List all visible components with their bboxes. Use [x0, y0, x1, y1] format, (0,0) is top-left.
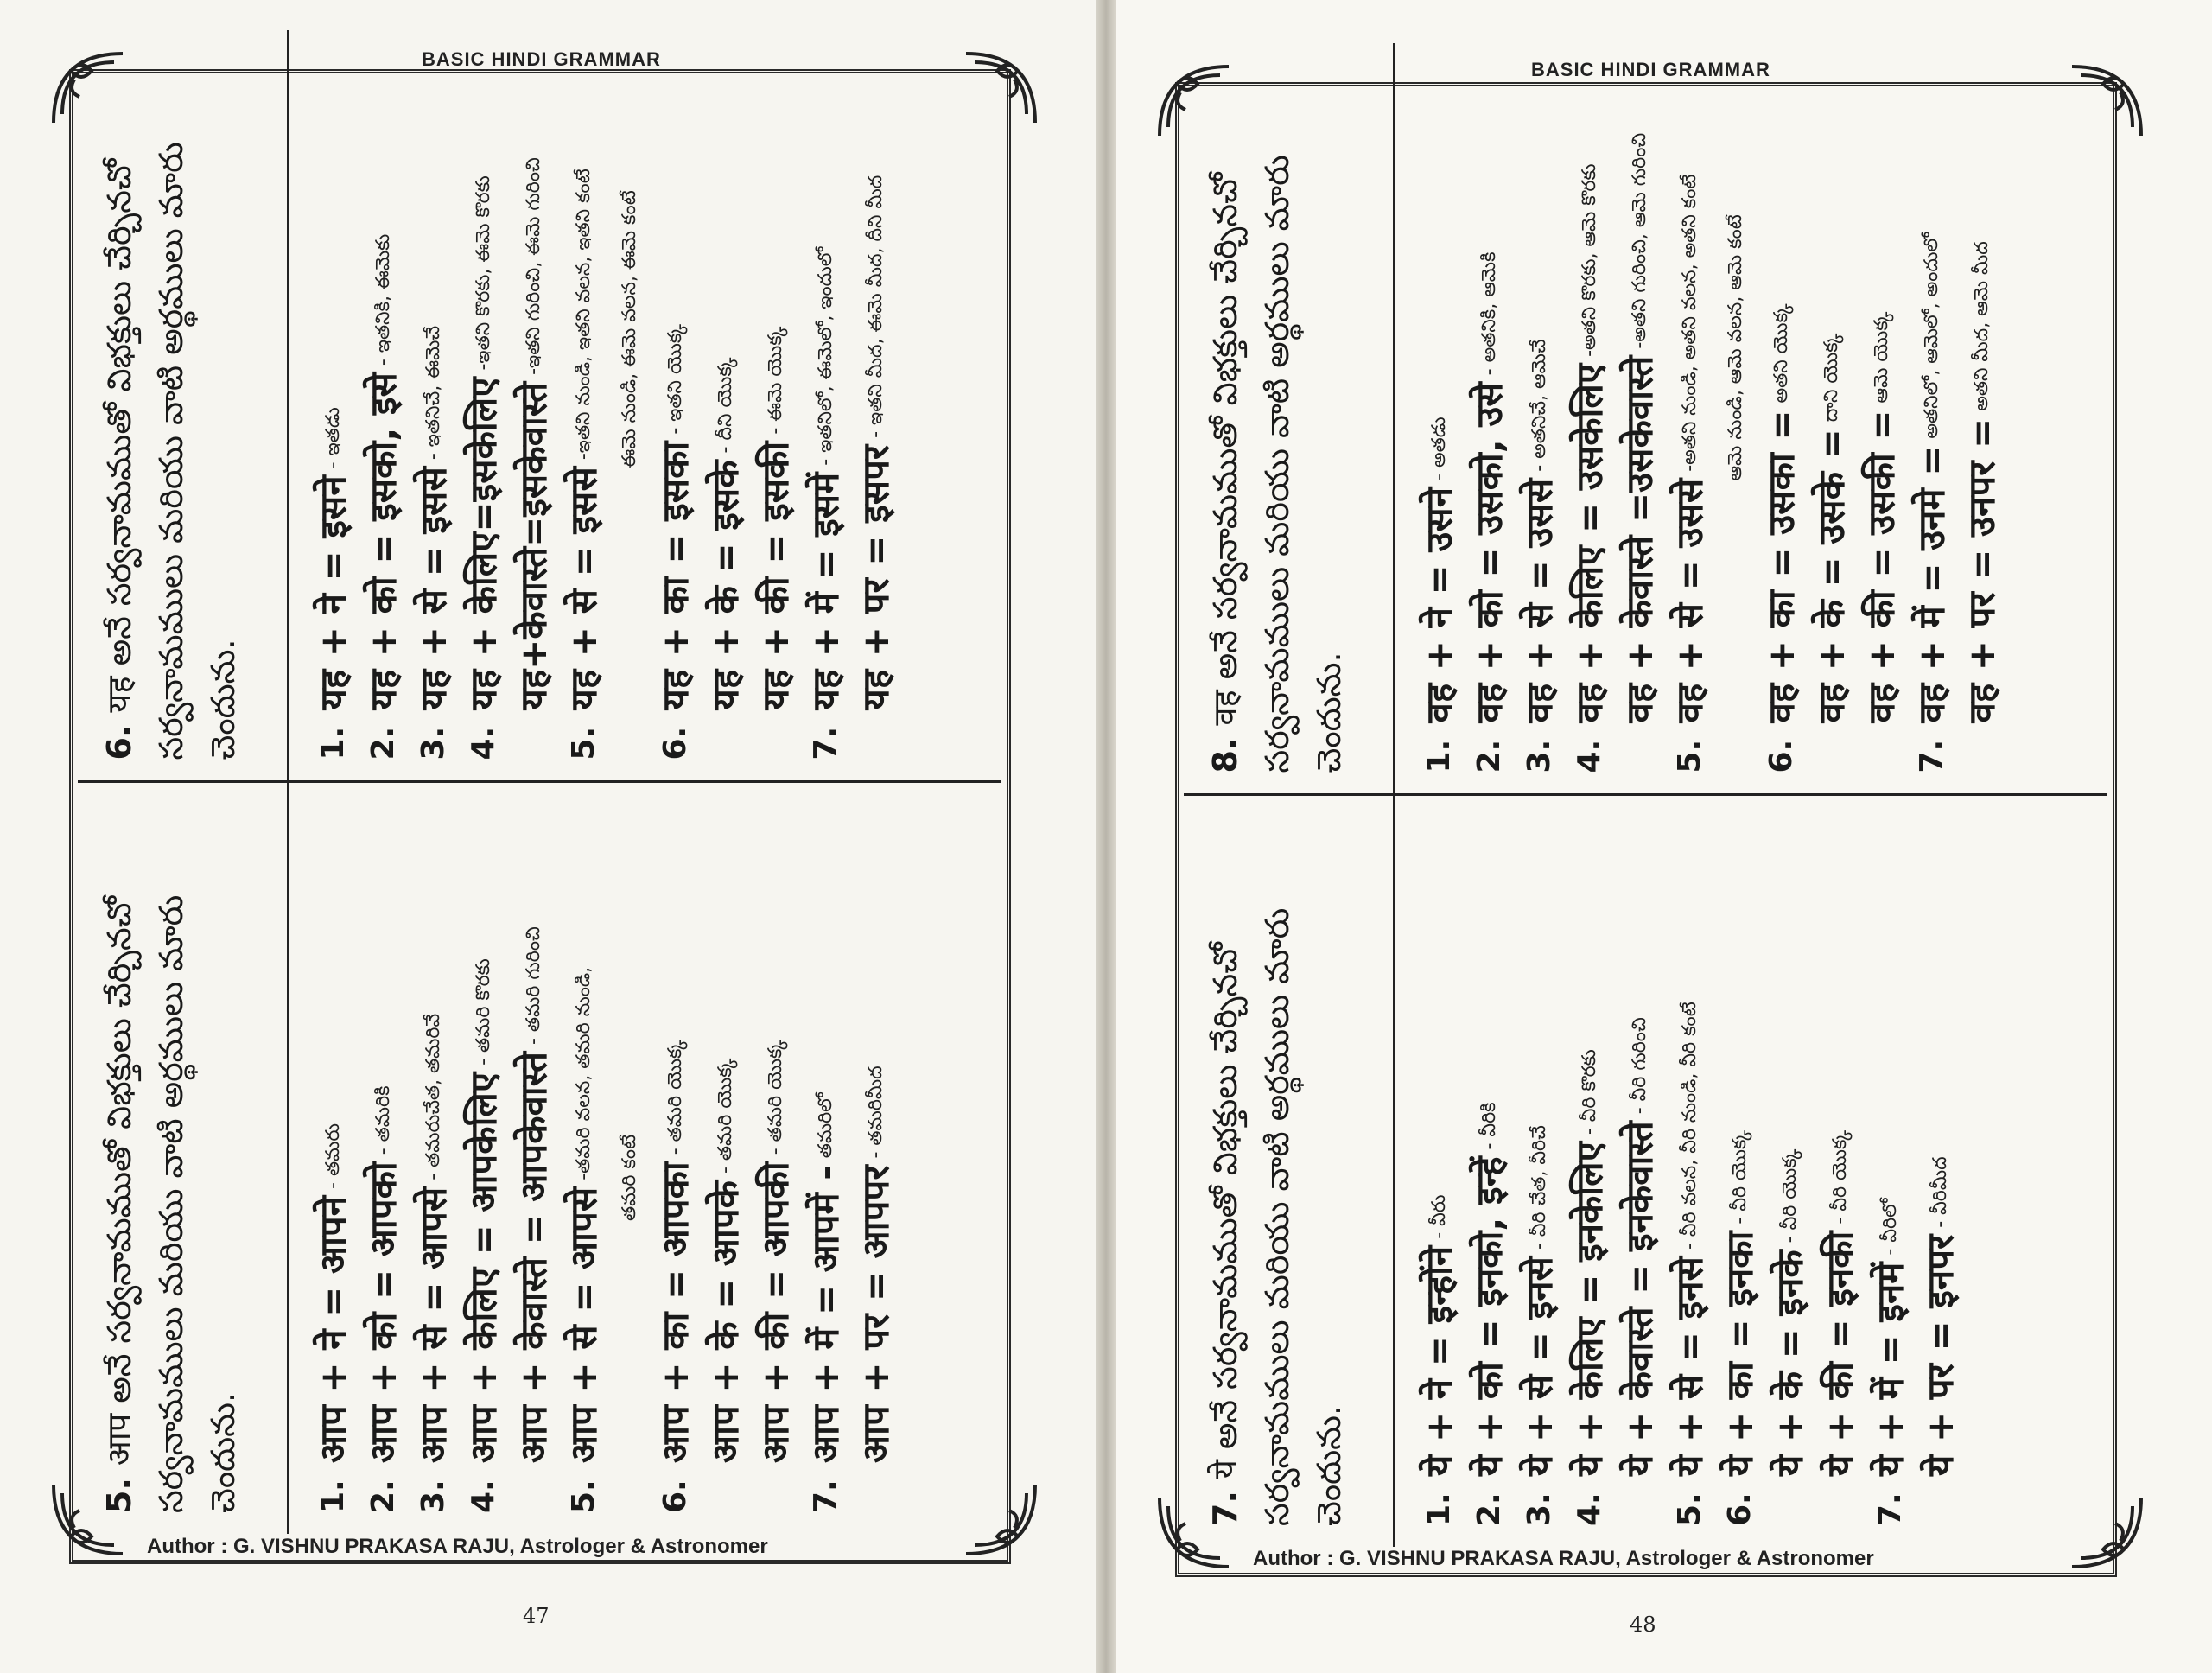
hindi-expression: ये + ने = इन्होंने: [1418, 1245, 1460, 1476]
table-row: [559, 51, 609, 760]
hindi-expression: वह + केवास्ते =उसकेवास्ते: [1618, 355, 1661, 723]
telugu-meaning: - తమరిమీద: [865, 1066, 887, 1159]
telugu-meaning: అతని యొక్క: [1770, 303, 1792, 404]
telugu-meaning: - వీరిలో: [1879, 1198, 1901, 1256]
hindi-expression: ये + के = इनके: [1769, 1250, 1811, 1476]
row-number: [1807, 723, 1857, 773]
rotated-table: [1184, 43, 2107, 1547]
telugu-meaning: ఆమె యొక్క: [1871, 311, 1892, 404]
book-gutter: [1096, 0, 1116, 1673]
telugu-meaning: - అతనికి, ఆమెకి: [1478, 251, 1500, 376]
hindi-expression: आप + में = आपमें -: [804, 1165, 847, 1463]
hindi-expression: ये + की = इनकी: [1819, 1231, 1861, 1476]
hindi-expression: यह + पर = इसपर: [855, 444, 897, 710]
row-number: 6.: [658, 1479, 693, 1513]
telugu-meaning: - అతనిచే, ఆమెచే: [1529, 339, 1550, 472]
telugu-meaning: - ఇతనికి, ఈమెకు: [372, 233, 394, 366]
table-row: [1715, 64, 1757, 773]
hindi-expression: यह + ने = इसने: [312, 475, 354, 710]
row-number: 6.: [1722, 1492, 1758, 1526]
hindi-expression: यह+केवास्ते=इसकेवास्ते: [512, 381, 555, 710]
table-row: [308, 51, 359, 760]
telugu-meaning: - అతడు: [1428, 417, 1450, 480]
author-footer: Author : G. VISHNU PRAKASA RAJU, Astrologer & Astronomer: [1253, 1547, 1874, 1570]
telugu-meaning: - వీరి వలన, వీరి నుండి, వీరి కంటే: [1679, 1002, 1700, 1250]
page-header: BASIC HINDI GRAMMAR: [422, 48, 661, 70]
telugu-meaning: -తమరి వలన, తమరి నుండి,: [573, 966, 594, 1180]
row-number: 4.: [1572, 1492, 1607, 1526]
hindi-expression: वह + का = उसका =: [1760, 410, 1802, 723]
table-row: [1414, 64, 1465, 773]
table-row: [801, 805, 851, 1514]
table-row: [609, 805, 651, 1514]
telugu-meaning: - వీరి యొక్క: [1729, 1129, 1751, 1225]
table-row: [409, 805, 459, 1514]
telugu-meaning: తమరి కంటే: [619, 1134, 640, 1221]
row-number: 5.: [566, 726, 601, 760]
table-row: [851, 51, 901, 760]
table-row: [1665, 817, 1715, 1527]
row-number: [751, 710, 801, 760]
telugu-meaning: - ఇతని యొక్క: [664, 324, 686, 435]
row-number: [1765, 1476, 1815, 1526]
table-row: [651, 51, 701, 760]
row-number: 3.: [1522, 1492, 1557, 1526]
row-number: 2.: [1471, 1492, 1507, 1526]
hindi-expression: यह + से = इससे: [563, 467, 605, 710]
row-number: 4.: [466, 726, 501, 760]
table-row: [1515, 817, 1565, 1527]
table-row: [1565, 817, 1615, 1527]
hindi-expression: आप + से = आपसे: [412, 1186, 454, 1463]
table-row: [701, 51, 751, 760]
telugu-meaning: అతని మీద, ఆమె మీద: [1971, 241, 1993, 411]
hindi-expression: वह + से = उससे: [1669, 478, 1711, 723]
table-row: [359, 805, 409, 1514]
telugu-meaning: - వీరి యొక్క: [1829, 1129, 1851, 1225]
telugu-meaning: - ఈమె యొక్క: [765, 326, 786, 435]
section-5-column: [78, 781, 1001, 1535]
telugu-meaning: - వీరి యొక్క: [1779, 1148, 1801, 1244]
row-number: 1.: [315, 1479, 351, 1513]
row-number: 2.: [1471, 739, 1507, 773]
table-row: [1916, 817, 1966, 1527]
telugu-meaning: - తమరి యొక్క: [715, 1058, 736, 1174]
telugu-meaning: - తమరుచేత, తమరివే: [423, 1013, 444, 1180]
row-number: [851, 710, 901, 760]
telugu-meaning: - వీరిమీద: [1929, 1156, 1951, 1228]
hindi-expression: आप + केलिए = आपकेलिए: [462, 1072, 505, 1463]
telugu-meaning: -ఇతని నుండి, ఇతని వలన, ఇతని కంటే: [573, 169, 594, 461]
section-number: 5.: [100, 1478, 138, 1513]
telugu-meaning: - తమరికి: [372, 1085, 394, 1155]
hindi-expression: आप + से = आपसे: [563, 1186, 605, 1463]
telugu-meaning: - ఇతనిచే, ఈమెచే: [423, 325, 444, 461]
row-number: 4.: [466, 1479, 501, 1513]
section-number: 7.: [1206, 1491, 1244, 1526]
hindi-expression: यह + केलिए=इसकेलिए: [462, 377, 505, 710]
rows: [289, 784, 901, 1535]
hindi-expression: यह + के = इसके: [704, 460, 747, 710]
hindi-expression: आप + की = आपकी: [754, 1161, 797, 1463]
row-number: 3.: [416, 726, 451, 760]
row-number: [851, 1463, 901, 1513]
table-row: [609, 51, 651, 760]
telugu-meaning: తమరిలో: [815, 1092, 836, 1159]
table-row: [1866, 817, 1916, 1527]
row-number: 5.: [1672, 739, 1707, 773]
hindi-expression: वह + से = उससे: [1518, 478, 1560, 723]
telugu-meaning: అతనిలో, ఆమెలో, అందులో: [1921, 232, 1942, 439]
hindi-expression: यह + से = इससे: [412, 467, 454, 710]
hindi-expression: यह + का = इसका: [654, 441, 696, 710]
section-number: 6.: [100, 724, 138, 760]
telugu-meaning: -అతని గురించి, ఆమె గురించి: [1629, 132, 1650, 349]
table-row: [1615, 817, 1665, 1527]
page-number: 48: [1630, 1613, 1656, 1637]
table-row: [459, 51, 509, 760]
row-number: [1815, 1476, 1866, 1526]
table-row: [1857, 64, 1907, 773]
table-row: [1757, 64, 1807, 773]
table-row: [1465, 64, 1515, 773]
telugu-meaning: -అతని కొరకు, ఆమె కొరకు: [1579, 163, 1600, 357]
telugu-meaning: - ఇతడు: [322, 407, 344, 469]
row-number: 2.: [365, 1479, 401, 1513]
hindi-expression: वह + के = उसके =: [1810, 429, 1853, 723]
hindi-expression: ये + पर = इनपर: [1919, 1234, 1961, 1476]
author-footer: Author : G. VISHNU PRAKASA RAJU, Astrologer & Astronomer: [147, 1535, 768, 1558]
hindi-expression: ये + से = इनसे: [1669, 1256, 1711, 1476]
telugu-meaning: - వీరి కొరకు: [1579, 1049, 1600, 1135]
rows: [1395, 797, 1966, 1548]
hindi-expression: आप + के = आपके: [704, 1180, 747, 1463]
section-heading-text: यह అనే సర్వనామముతో విభక్తులు చేర్చినచో సర్వనామములు మరియు వాటి అర్థములు మారు చెందును.: [100, 142, 242, 760]
section-heading: [1184, 43, 1395, 794]
row-number: [1916, 1476, 1966, 1526]
hindi-expression: वह + ने = उसने: [1418, 487, 1460, 723]
table-row: [509, 805, 559, 1514]
telugu-meaning: - తమరి యొక్క: [765, 1039, 786, 1155]
telugu-meaning: -ఇతని గురించి, ఈమె గురించి: [523, 157, 544, 375]
hindi-expression: आप + का = आपका: [654, 1161, 696, 1463]
table-row: [409, 51, 459, 760]
hindi-expression: आप + ने = आपने: [312, 1195, 354, 1463]
rotated-table: [78, 30, 1001, 1534]
telugu-meaning: - తమరి కొరకు: [473, 958, 494, 1066]
section-heading: [78, 784, 289, 1535]
hindi-expression: वह + में = उनमे =: [1910, 445, 1953, 723]
telugu-meaning: - దీని యొక్క: [715, 357, 736, 454]
row-number: 7.: [808, 726, 843, 760]
telugu-meaning: - వీరికి: [1478, 1102, 1500, 1150]
table-row: [851, 805, 901, 1514]
hindi-expression: यह + में = इसमें: [804, 472, 847, 710]
row-number: [509, 710, 559, 760]
table-row: [1815, 817, 1866, 1527]
row-number: 1.: [1421, 1492, 1457, 1526]
table-row: [1807, 64, 1857, 773]
table-row: [701, 805, 751, 1514]
telugu-meaning: - వీరి చేత, వీరిచే: [1529, 1125, 1550, 1250]
table-row: [1765, 817, 1815, 1527]
table-row: [459, 805, 509, 1514]
hindi-expression: ये + में = इनमें: [1869, 1262, 1911, 1476]
section-heading-text: ये అనే సర్వనామముతో విభక్తులు చేర్చినచో సర్వనామములు మరియు వాటి అర్థములు మారు చెందును.: [1206, 907, 1348, 1526]
row-number: 1.: [1421, 739, 1457, 773]
telugu-meaning: ఆమె నుండి, ఆమె వలన, ఆమె కంటే: [1725, 214, 1746, 481]
telugu-meaning: - తమరు: [322, 1123, 344, 1189]
table-row: [1465, 817, 1515, 1527]
telugu-meaning: - ఇతనిలో, ఈమెలో, ఇందులో: [815, 246, 836, 466]
row-number: 1.: [315, 726, 351, 760]
telugu-meaning: - ఇతని మీద, ఈమె మీద, దీని మీద: [865, 175, 887, 438]
row-number: 7.: [1914, 739, 1949, 773]
table-row: [1615, 64, 1665, 773]
table-row: [1665, 64, 1715, 773]
row-number: [1615, 723, 1665, 773]
hindi-expression: ये + केलिए = इनकेलिए: [1568, 1142, 1611, 1476]
section-7-column: [1184, 794, 2107, 1548]
hindi-expression: वह + पर = उनपर =: [1961, 417, 2003, 723]
page-number: 47: [523, 1604, 550, 1628]
section-heading: [78, 30, 289, 781]
hindi-expression: ये + का = इनका: [1719, 1231, 1761, 1476]
hindi-expression: आप + को = आपको: [362, 1161, 404, 1463]
section-heading-text: आप అనే సర్వనామముతో విభక్తులు చేర్చినచో సర్వనామములు మరియు వాటి అర్థములు మారు చెందును.: [100, 894, 242, 1513]
row-number: 6.: [1764, 739, 1799, 773]
table-row: [801, 51, 851, 760]
hindi-expression: वह + केलिए = उसकेलिए: [1568, 363, 1611, 723]
table-row: [308, 805, 359, 1514]
section-number: 8.: [1206, 737, 1244, 773]
row-number: 4.: [1572, 739, 1607, 773]
row-number: [701, 1463, 751, 1513]
hindi-expression: यह + को = इसको, इसे: [362, 372, 404, 710]
table-row: [651, 805, 701, 1514]
table-row: [509, 51, 559, 760]
row-number: [751, 1463, 801, 1513]
table-row: [1715, 817, 1765, 1527]
row-number: 7.: [808, 1479, 843, 1513]
table-row: [751, 805, 801, 1514]
row-number: 3.: [1522, 739, 1557, 773]
row-number: [1615, 1476, 1665, 1526]
hindi-expression: ये + केवास्ते = इनकेवास्ते: [1618, 1121, 1661, 1476]
table-row: [1957, 64, 2007, 773]
table-row: [559, 805, 609, 1514]
row-number: [701, 710, 751, 760]
telugu-meaning: - తమరి యొక్క: [664, 1039, 686, 1155]
table-row: [1907, 64, 1957, 773]
page-header: BASIC HINDI GRAMMAR: [1531, 59, 1770, 80]
row-number: [509, 1463, 559, 1513]
telugu-meaning: - తమరి గురించి: [523, 926, 544, 1046]
hindi-expression: वह + की = उसकी =: [1860, 410, 1903, 723]
rows: [1395, 43, 2007, 794]
table-row: [1515, 64, 1565, 773]
telugu-meaning: ఈమె నుండి, ఈమె వలన, ఈమె కంటే: [619, 190, 640, 468]
row-number: 7.: [1872, 1492, 1908, 1526]
row-number: 5.: [1672, 1492, 1707, 1526]
section-6-column: [78, 30, 1001, 781]
hindi-expression: ये + को = इनको, इन्हें: [1468, 1156, 1510, 1476]
telugu-meaning: దాని యొక్క: [1821, 333, 1842, 423]
telugu-meaning: - వీరు: [1428, 1194, 1450, 1239]
row-number: 3.: [416, 1479, 451, 1513]
table-row: [751, 51, 801, 760]
hindi-expression: ये + से = इनसे: [1518, 1256, 1560, 1476]
table-row: [1414, 817, 1465, 1527]
section-8-column: [1184, 43, 2107, 794]
telugu-meaning: -అతని నుండి, అతని వలన, అతని కంటే: [1679, 174, 1700, 472]
section-heading: [1184, 797, 1395, 1548]
right-page: [1106, 0, 2212, 1673]
section-heading-text: वह అనే సర్వనామముతో విభక్తులు చేర్చినచో సర్వనామములు మరియు వాటి అర్థములు మారు చెందును.: [1206, 155, 1348, 773]
row-number: 6.: [658, 726, 693, 760]
telugu-meaning: -ఇతని కొరకు, ఈమె కొరకు: [473, 175, 494, 371]
hindi-expression: यह + की = इसकी: [754, 441, 797, 710]
hindi-expression: आप + पर = आपपर: [855, 1165, 897, 1463]
table-row: [359, 51, 409, 760]
row-number: 2.: [365, 726, 401, 760]
row-number: 5.: [566, 1479, 601, 1513]
hindi-expression: वह + को = उसको, उसे: [1468, 382, 1510, 723]
row-number: [1857, 723, 1907, 773]
hindi-expression: आप + केवास्ते = आपकेवास्ते: [512, 1052, 555, 1463]
telugu-meaning: - వీరి గురించి: [1629, 1017, 1650, 1115]
row-number: [1957, 723, 2007, 773]
rows: [289, 30, 901, 781]
table-row: [1565, 64, 1615, 773]
